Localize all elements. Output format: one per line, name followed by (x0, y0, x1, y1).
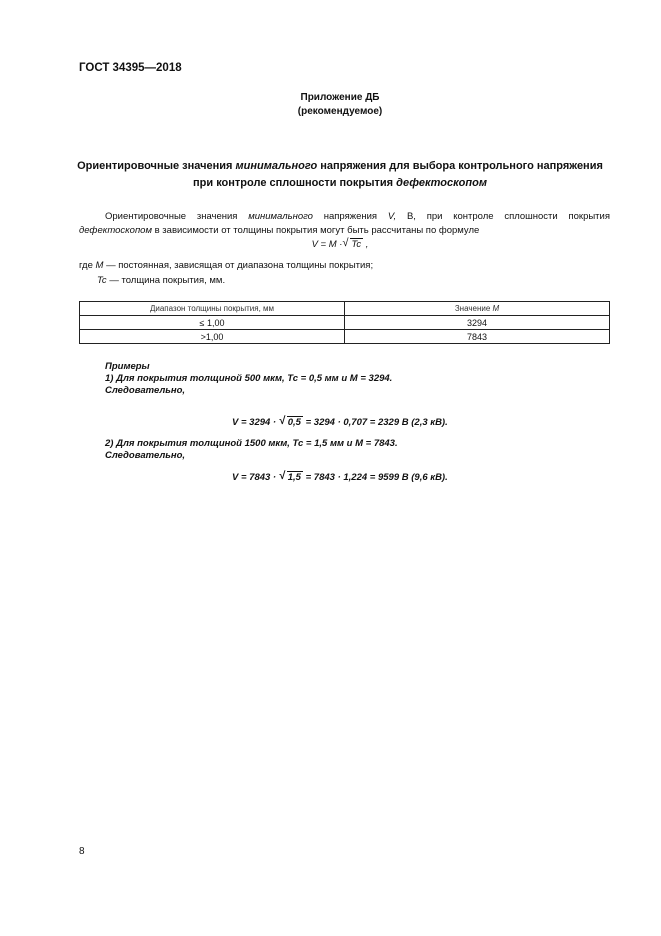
example2-consequently: Следовательно, (105, 450, 186, 461)
paragraph-text: Ориентировочные значения (105, 211, 249, 222)
table-row (80, 316, 610, 330)
value-cell: 3294 (345, 316, 610, 330)
example2-equation (232, 472, 448, 483)
where-m-line (79, 260, 373, 271)
where-tc-line (97, 275, 225, 286)
where-m-text: — постоянная, зависящая от диапазона толщины покрытия; (103, 260, 374, 271)
example1-equation (232, 417, 448, 428)
main-formula (60, 239, 620, 250)
intro-paragraph (79, 210, 610, 237)
annex-title: Приложение ДБ (300, 92, 380, 103)
where-tc-text: — толщина покрытия, мм. (106, 275, 226, 286)
heading-emphasis: минимального (235, 160, 318, 172)
formula-tail: , (363, 239, 369, 250)
sqrt-radical: √ 0,5 (278, 415, 301, 428)
heading-text: Ориентировочные значения (77, 160, 236, 172)
where-prefix: где (79, 260, 96, 271)
examples-title: Примеры (105, 361, 150, 372)
equation-radicand: 1,5 (287, 472, 301, 483)
variable-v: V, (387, 211, 397, 222)
range-cell: >1,00 (80, 330, 345, 344)
table-header-row (80, 302, 610, 316)
heading-text: при контроле сплошности покрытия (193, 177, 397, 189)
value-cell: 7843 (345, 330, 610, 344)
annex-subtitle: (рекомендуемое) (297, 106, 383, 117)
col-range-header: Диапазон толщины покрытия, мм (80, 302, 345, 316)
paragraph-text: в зависимости от толщины покрытия могут быть рассчитаны по формуле (151, 224, 480, 236)
standard-code: ГОСТ 34395—2018 (79, 62, 182, 74)
variable-m: M (95, 260, 104, 271)
header-variable: M (492, 304, 500, 313)
sqrt-radical: √ 1,5 (278, 470, 301, 483)
paragraph-emphasis: дефектоскопом (79, 224, 152, 236)
formula-radicand: Tc (351, 239, 362, 250)
paragraph-emphasis: минимального (248, 211, 313, 222)
paragraph-text: В, при контроле сплошности покрытия (396, 211, 610, 222)
example1-consequently: Следовательно, (105, 385, 186, 396)
table-row (80, 330, 610, 344)
sqrt-radical: √ Tc (342, 237, 362, 250)
example1-text: 1) Для покрытия толщиной 500 мкм, Tc = 0,5 мм и M = 3294. (105, 373, 393, 384)
equation-rhs: = 3294 · 0,707 = 2329 В (2,3 кВ). (302, 417, 448, 428)
formula-lhs: V = M · (311, 239, 343, 250)
page-number: 8 (79, 846, 85, 857)
section-heading-line2 (60, 177, 620, 189)
heading-text: напряжения для выбора контрольного напряжения (317, 160, 603, 172)
paragraph-text: напряжения (312, 211, 388, 222)
header-text: Значение (454, 304, 493, 313)
thickness-table (79, 301, 610, 344)
col-value-header (345, 302, 610, 316)
range-cell: ≤ 1,00 (80, 316, 345, 330)
example2-text: 2) Для покрытия толщиной 1500 мкм, Tc = 1,5 мм и M = 7843. (105, 438, 398, 449)
equation-radicand: 0,5 (287, 417, 301, 428)
equation-lhs: V = 7843 · (232, 472, 277, 483)
variable-tc: Tc (97, 275, 107, 286)
section-heading-line1 (60, 160, 620, 172)
equation-rhs: = 7843 · 1,224 = 9599 В (9,6 кВ). (302, 472, 448, 483)
heading-emphasis: дефектоскопом (396, 177, 487, 189)
equation-lhs: V = 3294 · (232, 417, 277, 428)
